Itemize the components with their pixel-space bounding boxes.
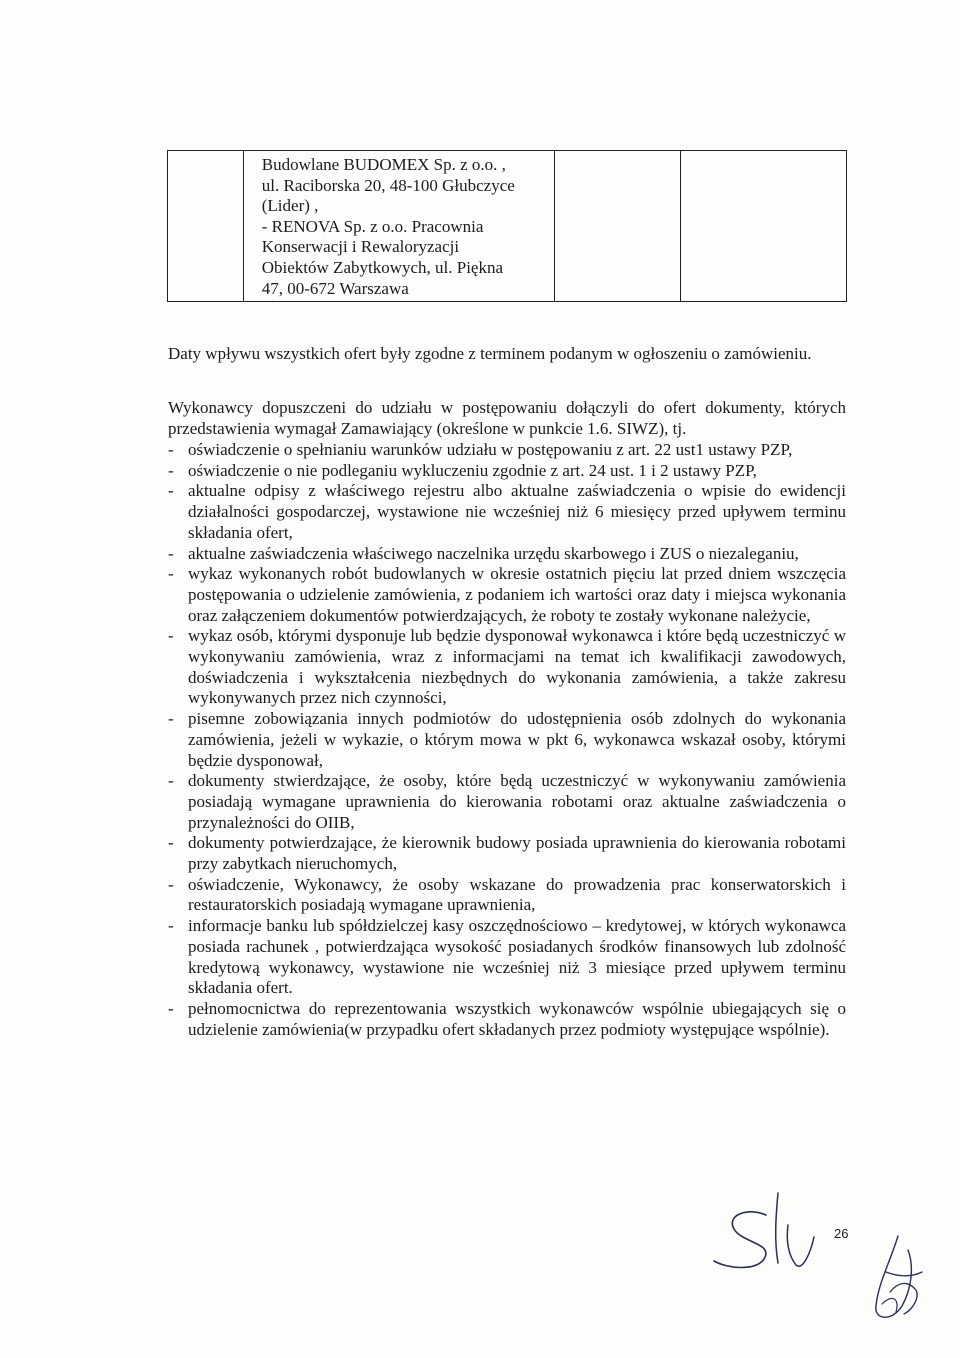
table-cell-empty-3 xyxy=(681,151,847,301)
dash-marker: - xyxy=(168,998,174,1018)
documents-list xyxy=(168,440,846,1040)
list-item-text: oświadczenie, Wykonawcy, że osoby wskazane do prowadzenia prac konserwatorskich i restauratorskich posiadają wymagane uprawnienia, xyxy=(188,874,846,915)
dash-marker: - xyxy=(168,709,174,729)
list-item xyxy=(168,875,846,916)
list-item-text: dokumenty potwierdzające, że kierownik budowy posiada uprawnienia do kierowania robotami przy zabytkach nieruchomych, xyxy=(188,833,846,874)
dash-marker: - xyxy=(168,440,174,459)
list-item xyxy=(168,564,846,626)
table-cell-line: 47, 00-672 Warszawa xyxy=(261,278,409,298)
list-item-text: informacje banku lub spółdzielczej kasy oszczędnościowo – kredytowej, w których wykonawca posiada rachunek , potwierdzająca wysokość posiadanych środków finansowych lub zdolność kredytową wykonawcy, wystawione nie wcześniej niż 3 miesiące przed upływem terminu składania ofert. xyxy=(188,916,846,998)
table-cell-empty-2 xyxy=(555,151,681,301)
table-cell-line: (Lider) , xyxy=(261,196,319,216)
dates-paragraph: Daty wpływu wszystkich ofert były zgodne z terminem podanym w ogłoszeniu o zamówieniu. xyxy=(168,344,812,363)
list-item xyxy=(168,833,846,874)
page-number: 26 xyxy=(834,1226,849,1241)
list-item xyxy=(168,916,846,999)
table-cell-line: Konserwacji i Rewaloryzacji xyxy=(261,237,460,257)
table-cell-line: ul. Raciborska 20, 48-100 Głubczyce xyxy=(261,175,515,195)
list-item-text: wykaz wykonanych robót budowlanych w okresie ostatnich pięciu lat przed dniem wszczęcia postępowania o udzielenie zamówienia, z podaniem ich wartości oraz daty i miejsca wykonania oraz załączeniem dokumentów potwierdzających, że roboty te zostały wykonane należycie, xyxy=(188,564,846,625)
list-item xyxy=(168,771,846,833)
dash-marker: - xyxy=(168,543,174,563)
list-item xyxy=(168,461,846,482)
list-item xyxy=(168,481,846,543)
dash-marker: - xyxy=(168,833,174,853)
list-item xyxy=(168,709,846,771)
dash-marker: - xyxy=(168,626,174,646)
signature xyxy=(708,1185,818,1280)
intro-paragraph: Wykonawcy dopuszczeni do udziału w postępowaniu dołączyli do ofert dokumenty, których przedstawienia wymagał Zamawiający (określone w punkcie 1.6. SIWZ), tj. xyxy=(168,398,846,438)
list-item-text: pełnomocnictwa do reprezentowania wszystkich wykonawców wspólnie ubiegających się o udzielenie zamówienia(w przypadku ofert składanych przez podmioty występujące wspólnie). xyxy=(188,998,846,1039)
table-cell-line: - RENOVA Sp. z o.o. Pracownia xyxy=(261,216,484,236)
dash-marker: - xyxy=(168,481,174,501)
list-item xyxy=(168,626,846,709)
list-item-text: pisemne zobowiązania innych podmiotów do udostępnienia osób zdolnych do wykonania zamówienia, jeżeli w wykazie, o którym mowa w pkt 6, wykonawca wskazał osoby, którymi będzie dysponował, xyxy=(188,709,846,770)
table-cell-line: Obiektów Zabytkowych, ul. Piękna xyxy=(261,257,504,277)
table-fragment xyxy=(167,150,847,302)
table-cell-empty-1 xyxy=(168,151,244,301)
table-cell-contractor xyxy=(244,151,555,301)
initials-signature xyxy=(868,1232,930,1324)
list-item-text: oświadczenie o nie podleganiu wykluczeniu zgodnie z art. 24 ust. 1 i 2 ustawy PZP, xyxy=(188,460,757,480)
list-item xyxy=(168,999,846,1040)
list-item-text: dokumenty stwierdzające, że osoby, które będą uczestniczyć w wykonywaniu zamówienia posiadają wymagane uprawnienia do kierowania robotami oraz aktualne zaświadczenia o przynależności do OIIB, xyxy=(188,771,846,832)
list-item xyxy=(168,440,846,461)
list-item xyxy=(168,544,846,565)
dash-marker: - xyxy=(168,460,174,480)
list-item-text: aktualne zaświadczenia właściwego naczelnika urzędu skarbowego i ZUS o niezaleganiu, xyxy=(188,543,799,563)
dash-marker: - xyxy=(168,916,174,936)
dash-marker: - xyxy=(168,874,174,894)
list-item-text: aktualne odpisy z właściwego rejestru albo aktualne zaświadczenia o wpisie do ewidencji działalności gospodarczej, wystawione nie wcześniej niż 6 miesięcy przed upływem terminu składania ofert, xyxy=(188,481,846,542)
dash-marker: - xyxy=(168,564,174,584)
list-item-text: wykaz osób, którymi dysponuje lub będzie dysponował wykonawca i które będą uczestniczyć w wykonywaniu zamówienia, wraz z informacjami na temat ich kwalifikacji zawodowych, doświadczenia i wykształcenia niezbędnych do wykonania zamówienia, a także zakresu wykonywanych przez nich czynności, xyxy=(188,626,846,708)
dash-marker: - xyxy=(168,771,174,791)
list-item-text: oświadczenie o spełnianiu warunków udziału w postępowaniu z art. 22 ust1 ustawy PZP, xyxy=(188,440,793,459)
table-cell-line: Budowlane BUDOMEX Sp. z o.o. , xyxy=(261,155,506,174)
